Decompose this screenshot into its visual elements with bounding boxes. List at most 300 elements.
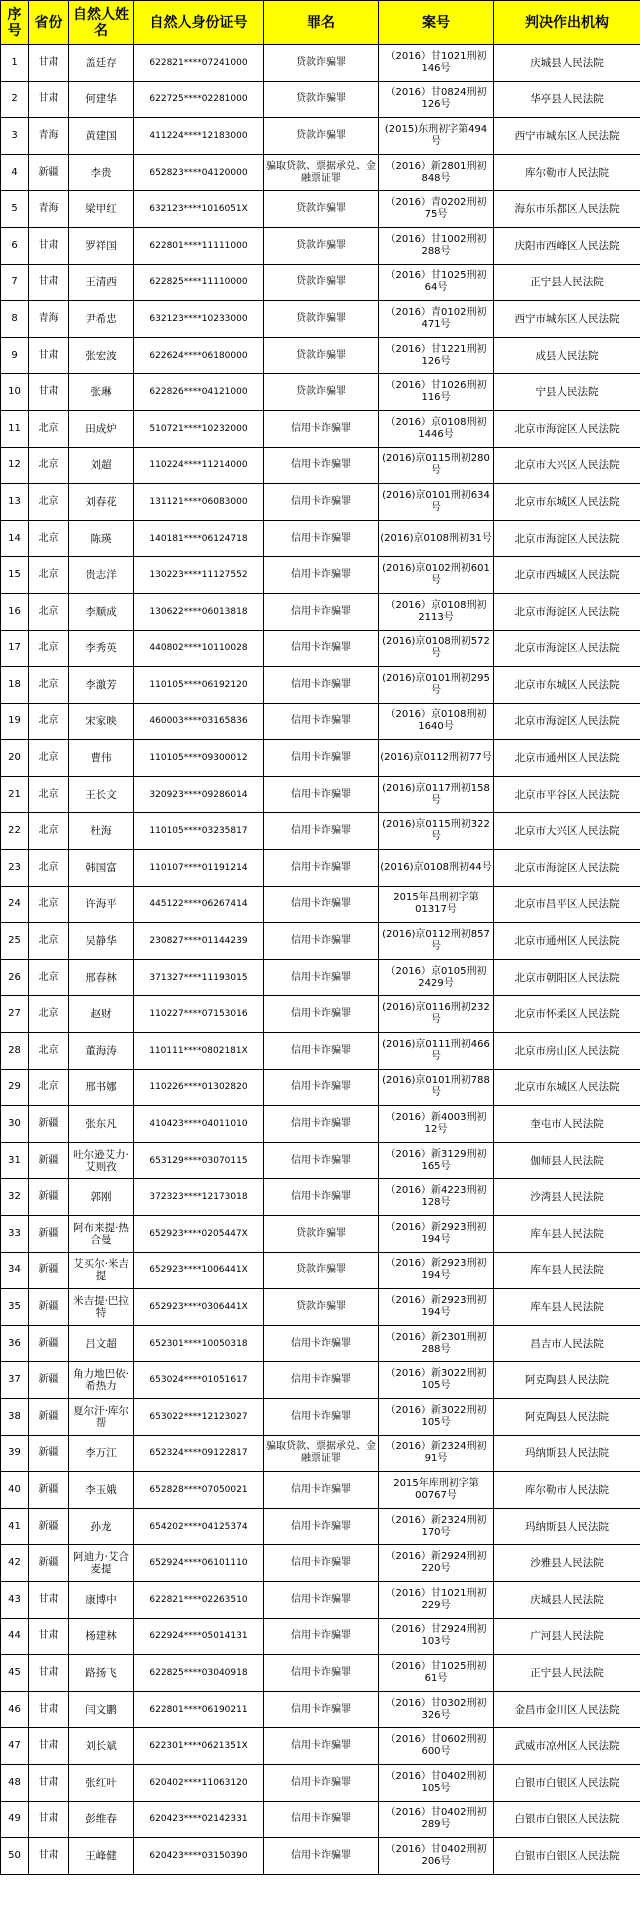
cell-court: 北京市昌平区人民法院 xyxy=(494,886,640,923)
cell-charge: 信用卡诈骗罪 xyxy=(264,667,379,704)
cell-province: 青海 xyxy=(29,301,69,338)
cell-id-number: 622924****05014131 xyxy=(134,1618,264,1655)
cell-id-number: 110111****0802181X xyxy=(134,1033,264,1070)
cell-case-number: （2016）甘1021刑初146号 xyxy=(379,45,494,82)
cell-court: 伽师县人民法院 xyxy=(494,1142,640,1179)
cell-name: 李玉娥 xyxy=(69,1472,134,1509)
cell-index: 25 xyxy=(1,923,29,960)
cell-index: 33 xyxy=(1,1216,29,1253)
cell-name: 田成炉 xyxy=(69,410,134,447)
table-row xyxy=(1,301,640,338)
cell-province: 甘肃 xyxy=(29,227,69,264)
cell-court: 北京市海淀区人民法院 xyxy=(494,410,640,447)
cell-charge: 信用卡诈骗罪 xyxy=(264,1545,379,1582)
table-row xyxy=(1,667,640,704)
cell-id-number: 230827****01144239 xyxy=(134,923,264,960)
table-row xyxy=(1,813,640,850)
cell-id-number: 130223****11127552 xyxy=(134,557,264,594)
cell-id-number: 620402****11063120 xyxy=(134,1764,264,1801)
cell-index: 39 xyxy=(1,1435,29,1472)
cell-name: 尹希忠 xyxy=(69,301,134,338)
cell-index: 30 xyxy=(1,1106,29,1143)
cell-index: 1 xyxy=(1,45,29,82)
cell-id-number: 445122****06267414 xyxy=(134,886,264,923)
cell-id-number: 440802****10110028 xyxy=(134,630,264,667)
cell-case-number: （2016）青0102刑初471号 xyxy=(379,301,494,338)
cell-court: 库尔勒市人民法院 xyxy=(494,154,640,191)
cell-name: 罗祥国 xyxy=(69,227,134,264)
cell-case-number: （2016）京0105刑初2429号 xyxy=(379,959,494,996)
cell-charge: 信用卡诈骗罪 xyxy=(264,1033,379,1070)
cell-province: 新疆 xyxy=(29,1435,69,1472)
cell-charge: 信用卡诈骗罪 xyxy=(264,1655,379,1692)
cell-name: 董海涛 xyxy=(69,1033,134,1070)
header-row xyxy=(1,1,640,45)
cell-province: 新疆 xyxy=(29,1472,69,1509)
cell-id-number: 622821****02263510 xyxy=(134,1581,264,1618)
cell-province: 新疆 xyxy=(29,154,69,191)
cell-case-number: 2015年昌刑初字第01317号 xyxy=(379,886,494,923)
cell-index: 43 xyxy=(1,1581,29,1618)
cell-id-number: 622725****02281000 xyxy=(134,81,264,118)
cell-province: 北京 xyxy=(29,813,69,850)
cell-case-number: 2015年库刑初字第00767号 xyxy=(379,1472,494,1509)
table-row xyxy=(1,484,640,521)
cell-province: 甘肃 xyxy=(29,1838,69,1875)
cell-case-number: （2016）甘0302刑初326号 xyxy=(379,1691,494,1728)
cell-province: 新疆 xyxy=(29,1179,69,1216)
cell-index: 17 xyxy=(1,630,29,667)
table-row xyxy=(1,1581,640,1618)
cell-id-number: 622821****07241000 xyxy=(134,45,264,82)
cell-province: 甘肃 xyxy=(29,45,69,82)
cell-province: 甘肃 xyxy=(29,1728,69,1765)
cell-id-number: 622624****06180000 xyxy=(134,337,264,374)
cell-index: 48 xyxy=(1,1764,29,1801)
cell-court: 正宁县人民法院 xyxy=(494,264,640,301)
cell-name: 张红叶 xyxy=(69,1764,134,1801)
header-name: 自然人姓名 xyxy=(69,1,134,45)
cell-id-number: 620423****02142331 xyxy=(134,1801,264,1838)
table-row xyxy=(1,227,640,264)
cell-province: 北京 xyxy=(29,630,69,667)
cell-index: 38 xyxy=(1,1398,29,1435)
cell-province: 甘肃 xyxy=(29,81,69,118)
cell-index: 11 xyxy=(1,410,29,447)
cell-name: 王长文 xyxy=(69,776,134,813)
cell-index: 20 xyxy=(1,740,29,777)
cell-name: 邢书娜 xyxy=(69,1069,134,1106)
cell-court: 北京市通州区人民法院 xyxy=(494,740,640,777)
table-row xyxy=(1,264,640,301)
cell-index: 10 xyxy=(1,374,29,411)
cell-id-number: 652924****06101110 xyxy=(134,1545,264,1582)
cell-province: 甘肃 xyxy=(29,337,69,374)
table-row xyxy=(1,1069,640,1106)
cell-id-number: 130622****06013818 xyxy=(134,593,264,630)
cell-court: 库车县人民法院 xyxy=(494,1289,640,1326)
cell-charge: 贷款诈骗罪 xyxy=(264,337,379,374)
cell-charge: 信用卡诈骗罪 xyxy=(264,1398,379,1435)
cell-case-number: （2016）新2924刑初220号 xyxy=(379,1545,494,1582)
cell-case-number: （2016）新2301刑初288号 xyxy=(379,1325,494,1362)
cell-province: 甘肃 xyxy=(29,1618,69,1655)
cell-id-number: 510721****10232000 xyxy=(134,410,264,447)
cell-charge: 信用卡诈骗罪 xyxy=(264,1325,379,1362)
cell-court: 西宁市城东区人民法院 xyxy=(494,118,640,155)
cell-case-number: (2016)京0101刑初788号 xyxy=(379,1069,494,1106)
table-row xyxy=(1,191,640,228)
cell-name: 何建华 xyxy=(69,81,134,118)
cell-charge: 贷款诈骗罪 xyxy=(264,45,379,82)
cell-index: 7 xyxy=(1,264,29,301)
cell-index: 16 xyxy=(1,593,29,630)
cell-case-number: (2016)京0101刑初634号 xyxy=(379,484,494,521)
cell-case-number: （2016）甘1026刑初116号 xyxy=(379,374,494,411)
cell-name: 杜海 xyxy=(69,813,134,850)
table-row xyxy=(1,923,640,960)
cell-charge: 信用卡诈骗罪 xyxy=(264,923,379,960)
cell-id-number: 140181****06124718 xyxy=(134,520,264,557)
cell-case-number: （2016）青0202刑初75号 xyxy=(379,191,494,228)
cell-name: 梁甲红 xyxy=(69,191,134,228)
cell-province: 北京 xyxy=(29,959,69,996)
cell-charge: 贷款诈骗罪 xyxy=(264,301,379,338)
cell-id-number: 131121****06083000 xyxy=(134,484,264,521)
table-row xyxy=(1,1398,640,1435)
cell-index: 19 xyxy=(1,703,29,740)
cell-name: 米吉提·巴拉特 xyxy=(69,1289,134,1326)
cell-province: 新疆 xyxy=(29,1545,69,1582)
cell-charge: 信用卡诈骗罪 xyxy=(264,740,379,777)
cell-index: 21 xyxy=(1,776,29,813)
cell-charge: 信用卡诈骗罪 xyxy=(264,630,379,667)
cell-province: 新疆 xyxy=(29,1508,69,1545)
cell-id-number: 652301****10050318 xyxy=(134,1325,264,1362)
cell-id-number: 110107****01191214 xyxy=(134,850,264,887)
cell-name: 李贵 xyxy=(69,154,134,191)
cell-name: 张宏波 xyxy=(69,337,134,374)
cell-index: 40 xyxy=(1,1472,29,1509)
table-row xyxy=(1,557,640,594)
cell-charge: 信用卡诈骗罪 xyxy=(264,1838,379,1875)
cell-index: 35 xyxy=(1,1289,29,1326)
cell-charge: 信用卡诈骗罪 xyxy=(264,1179,379,1216)
cell-charge: 信用卡诈骗罪 xyxy=(264,813,379,850)
cell-province: 北京 xyxy=(29,447,69,484)
table-row xyxy=(1,1106,640,1143)
cell-court: 阿克陶县人民法院 xyxy=(494,1362,640,1399)
cell-case-number: (2016)京0115刑初280号 xyxy=(379,447,494,484)
cell-index: 42 xyxy=(1,1545,29,1582)
cell-charge: 信用卡诈骗罪 xyxy=(264,484,379,521)
cell-id-number: 372323****12173018 xyxy=(134,1179,264,1216)
cell-index: 9 xyxy=(1,337,29,374)
cell-court: 北京市海淀区人民法院 xyxy=(494,850,640,887)
cell-name: 许海平 xyxy=(69,886,134,923)
cell-name: 赵财 xyxy=(69,996,134,1033)
cell-charge: 信用卡诈骗罪 xyxy=(264,1106,379,1143)
cell-name: 郭刚 xyxy=(69,1179,134,1216)
table-row xyxy=(1,996,640,1033)
cell-province: 北京 xyxy=(29,996,69,1033)
table-row xyxy=(1,1655,640,1692)
cell-court: 正宁县人民法院 xyxy=(494,1655,640,1692)
cell-name: 刘春花 xyxy=(69,484,134,521)
cell-id-number: 652828****07050021 xyxy=(134,1472,264,1509)
cell-id-number: 653022****12123027 xyxy=(134,1398,264,1435)
cell-case-number: （2016）甘2924刑初103号 xyxy=(379,1618,494,1655)
cell-id-number: 652923****0306441X xyxy=(134,1289,264,1326)
table-row xyxy=(1,1801,640,1838)
table-row xyxy=(1,1618,640,1655)
cell-province: 新疆 xyxy=(29,1142,69,1179)
cell-court: 北京市海淀区人民法院 xyxy=(494,703,640,740)
cell-province: 甘肃 xyxy=(29,1691,69,1728)
table-row xyxy=(1,1545,640,1582)
cell-province: 新疆 xyxy=(29,1325,69,1362)
cell-id-number: 622801****11111000 xyxy=(134,227,264,264)
cell-id-number: 110105****03235817 xyxy=(134,813,264,850)
cell-id-number: 653129****03070115 xyxy=(134,1142,264,1179)
cell-index: 8 xyxy=(1,301,29,338)
cell-charge: 贷款诈骗罪 xyxy=(264,227,379,264)
cell-court: 沙湾县人民法院 xyxy=(494,1179,640,1216)
cell-index: 32 xyxy=(1,1179,29,1216)
header-court: 判决作出机构 xyxy=(494,1,640,45)
cell-court: 华亭县人民法院 xyxy=(494,81,640,118)
cell-case-number: （2016）甘1025刑初61号 xyxy=(379,1655,494,1692)
cell-case-number: (2016)京0112刑初77号 xyxy=(379,740,494,777)
cell-province: 北京 xyxy=(29,667,69,704)
cell-province: 甘肃 xyxy=(29,1581,69,1618)
table-row xyxy=(1,1838,640,1875)
table-row xyxy=(1,410,640,447)
cell-charge: 信用卡诈骗罪 xyxy=(264,447,379,484)
cell-index: 31 xyxy=(1,1142,29,1179)
header-index: 序号 xyxy=(1,1,29,45)
cell-case-number: （2016）新3022刑初105号 xyxy=(379,1398,494,1435)
table-row xyxy=(1,1325,640,1362)
cell-case-number: （2016）甘1021刑初229号 xyxy=(379,1581,494,1618)
cell-case-number: （2016）新4223刑初128号 xyxy=(379,1179,494,1216)
cell-charge: 信用卡诈骗罪 xyxy=(264,410,379,447)
cell-id-number: 110105****06192120 xyxy=(134,667,264,704)
cell-name: 吕文超 xyxy=(69,1325,134,1362)
cell-case-number: （2016）京0108刑初1640号 xyxy=(379,703,494,740)
cell-province: 青海 xyxy=(29,118,69,155)
cell-charge: 信用卡诈骗罪 xyxy=(264,703,379,740)
cell-name: 孙龙 xyxy=(69,1508,134,1545)
cell-index: 5 xyxy=(1,191,29,228)
cell-province: 北京 xyxy=(29,1033,69,1070)
cell-province: 甘肃 xyxy=(29,264,69,301)
cell-charge: 信用卡诈骗罪 xyxy=(264,520,379,557)
cell-name: 盖廷存 xyxy=(69,45,134,82)
cell-id-number: 620423****03150390 xyxy=(134,1838,264,1875)
cell-index: 29 xyxy=(1,1069,29,1106)
cell-province: 新疆 xyxy=(29,1362,69,1399)
cell-name: 李顺成 xyxy=(69,593,134,630)
cell-province: 甘肃 xyxy=(29,1655,69,1692)
cell-charge: 信用卡诈骗罪 xyxy=(264,996,379,1033)
cell-index: 26 xyxy=(1,959,29,996)
cell-name: 吴静华 xyxy=(69,923,134,960)
table-row xyxy=(1,1764,640,1801)
cell-charge: 信用卡诈骗罪 xyxy=(264,886,379,923)
cell-id-number: 411224****12183000 xyxy=(134,118,264,155)
cell-province: 北京 xyxy=(29,484,69,521)
cell-case-number: （2016）新2801刑初848号 xyxy=(379,154,494,191)
cell-case-number: （2016）甘0824刑初126号 xyxy=(379,81,494,118)
cell-index: 24 xyxy=(1,886,29,923)
cell-case-number: （2016）甘1025刑初64号 xyxy=(379,264,494,301)
cell-court: 海东市乐都区人民法院 xyxy=(494,191,640,228)
cell-name: 王峰健 xyxy=(69,1838,134,1875)
cell-charge: 信用卡诈骗罪 xyxy=(264,959,379,996)
cell-charge: 信用卡诈骗罪 xyxy=(264,1069,379,1106)
cell-id-number: 652923****0205447X xyxy=(134,1216,264,1253)
cell-id-number: 632123****1016051X xyxy=(134,191,264,228)
cell-charge: 贷款诈骗罪 xyxy=(264,264,379,301)
cell-province: 北京 xyxy=(29,776,69,813)
table-row xyxy=(1,520,640,557)
cell-index: 15 xyxy=(1,557,29,594)
table-row xyxy=(1,1728,640,1765)
cell-court: 沙雅县人民法院 xyxy=(494,1545,640,1582)
header-case-number: 案号 xyxy=(379,1,494,45)
cell-name: 陈瑛 xyxy=(69,520,134,557)
cell-court: 北京市海淀区人民法院 xyxy=(494,593,640,630)
cell-index: 44 xyxy=(1,1618,29,1655)
cell-index: 47 xyxy=(1,1728,29,1765)
cell-case-number: (2016)京0108刑初44号 xyxy=(379,850,494,887)
cell-case-number: （2016）京0108刑初2113号 xyxy=(379,593,494,630)
cell-charge: 贷款诈骗罪 xyxy=(264,191,379,228)
cell-case-number: （2016）新3129刑初165号 xyxy=(379,1142,494,1179)
cell-court: 成县人民法院 xyxy=(494,337,640,374)
table-row xyxy=(1,850,640,887)
cell-province: 北京 xyxy=(29,557,69,594)
cell-name: 邢春林 xyxy=(69,959,134,996)
cell-name: 吐尔逊艾力·艾则孜 xyxy=(69,1142,134,1179)
cell-charge: 贷款诈骗罪 xyxy=(264,118,379,155)
cell-charge: 信用卡诈骗罪 xyxy=(264,1581,379,1618)
cell-case-number: （2016）新2923刑初194号 xyxy=(379,1216,494,1253)
cell-index: 49 xyxy=(1,1801,29,1838)
cell-province: 北京 xyxy=(29,850,69,887)
table-row xyxy=(1,45,640,82)
cell-charge: 信用卡诈骗罪 xyxy=(264,1472,379,1509)
cell-id-number: 652823****04120000 xyxy=(134,154,264,191)
cell-charge: 信用卡诈骗罪 xyxy=(264,850,379,887)
cell-name: 黄建国 xyxy=(69,118,134,155)
cell-case-number: (2016)京0117刑初158号 xyxy=(379,776,494,813)
cell-index: 37 xyxy=(1,1362,29,1399)
cell-court: 奎屯市人民法院 xyxy=(494,1106,640,1143)
cell-case-number: (2016)京0116刑初232号 xyxy=(379,996,494,1033)
cell-charge: 信用卡诈骗罪 xyxy=(264,1728,379,1765)
cell-index: 36 xyxy=(1,1325,29,1362)
cell-case-number: （2016）新2923刑初194号 xyxy=(379,1289,494,1326)
cell-province: 北京 xyxy=(29,410,69,447)
cell-court: 北京市海淀区人民法院 xyxy=(494,520,640,557)
cell-name: 李激芳 xyxy=(69,667,134,704)
cell-court: 北京市大兴区人民法院 xyxy=(494,813,640,850)
cell-court: 白银市白银区人民法院 xyxy=(494,1801,640,1838)
cell-index: 27 xyxy=(1,996,29,1033)
cell-index: 12 xyxy=(1,447,29,484)
cell-name: 彭维春 xyxy=(69,1801,134,1838)
cell-id-number: 410423****04011010 xyxy=(134,1106,264,1143)
cell-court: 武威市凉州区人民法院 xyxy=(494,1728,640,1765)
cell-court: 北京市大兴区人民法院 xyxy=(494,447,640,484)
cell-id-number: 632123****10233000 xyxy=(134,301,264,338)
cell-charge: 信用卡诈骗罪 xyxy=(264,1362,379,1399)
cell-case-number: （2016）甘0402刑初105号 xyxy=(379,1764,494,1801)
cell-name: 阿迪力·艾合麦提 xyxy=(69,1545,134,1582)
table-row xyxy=(1,1252,640,1289)
cell-case-number: （2016）新2324刑初170号 xyxy=(379,1508,494,1545)
cell-id-number: 320923****09286014 xyxy=(134,776,264,813)
cell-court: 西宁市城东区人民法院 xyxy=(494,301,640,338)
cell-province: 北京 xyxy=(29,740,69,777)
table-row xyxy=(1,630,640,667)
cell-court: 宁县人民法院 xyxy=(494,374,640,411)
cell-case-number: (2016)京0115刑初322号 xyxy=(379,813,494,850)
cell-province: 北京 xyxy=(29,593,69,630)
cell-court: 阿克陶县人民法院 xyxy=(494,1398,640,1435)
cell-court: 北京市平谷区人民法院 xyxy=(494,776,640,813)
cell-court: 北京市西城区人民法院 xyxy=(494,557,640,594)
cell-name: 康博中 xyxy=(69,1581,134,1618)
cell-id-number: 652923****1006441X xyxy=(134,1252,264,1289)
header-id-number: 自然人身份证号 xyxy=(134,1,264,45)
cell-charge: 贷款诈骗罪 xyxy=(264,374,379,411)
table-row xyxy=(1,1289,640,1326)
table-row xyxy=(1,1033,640,1070)
cell-index: 45 xyxy=(1,1655,29,1692)
cell-court: 北京市东城区人民法院 xyxy=(494,1069,640,1106)
cell-charge: 信用卡诈骗罪 xyxy=(264,1764,379,1801)
cell-charge: 信用卡诈骗罪 xyxy=(264,1142,379,1179)
cell-name: 李万江 xyxy=(69,1435,134,1472)
cell-name: 王清西 xyxy=(69,264,134,301)
table-row xyxy=(1,81,640,118)
cell-name: 张东凡 xyxy=(69,1106,134,1143)
cell-case-number: （2016）甘0402刑初289号 xyxy=(379,1801,494,1838)
cell-name: 闫文鹏 xyxy=(69,1691,134,1728)
cell-case-number: (2016)京0112刑初857号 xyxy=(379,923,494,960)
cell-province: 北京 xyxy=(29,703,69,740)
table-row xyxy=(1,154,640,191)
cell-court: 库车县人民法院 xyxy=(494,1252,640,1289)
table-row xyxy=(1,1691,640,1728)
cell-court: 库车县人民法院 xyxy=(494,1216,640,1253)
cell-court: 昌吉市人民法院 xyxy=(494,1325,640,1362)
cell-id-number: 622801****06190211 xyxy=(134,1691,264,1728)
cell-province: 甘肃 xyxy=(29,1764,69,1801)
cell-province: 北京 xyxy=(29,520,69,557)
cell-court: 玛纳斯县人民法院 xyxy=(494,1435,640,1472)
table-row xyxy=(1,740,640,777)
cell-id-number: 110226****01302820 xyxy=(134,1069,264,1106)
cell-court: 北京市海淀区人民法院 xyxy=(494,630,640,667)
cell-court: 庆城县人民法院 xyxy=(494,1581,640,1618)
cell-name: 刘长斌 xyxy=(69,1728,134,1765)
cell-province: 甘肃 xyxy=(29,374,69,411)
cell-id-number: 110224****11214000 xyxy=(134,447,264,484)
